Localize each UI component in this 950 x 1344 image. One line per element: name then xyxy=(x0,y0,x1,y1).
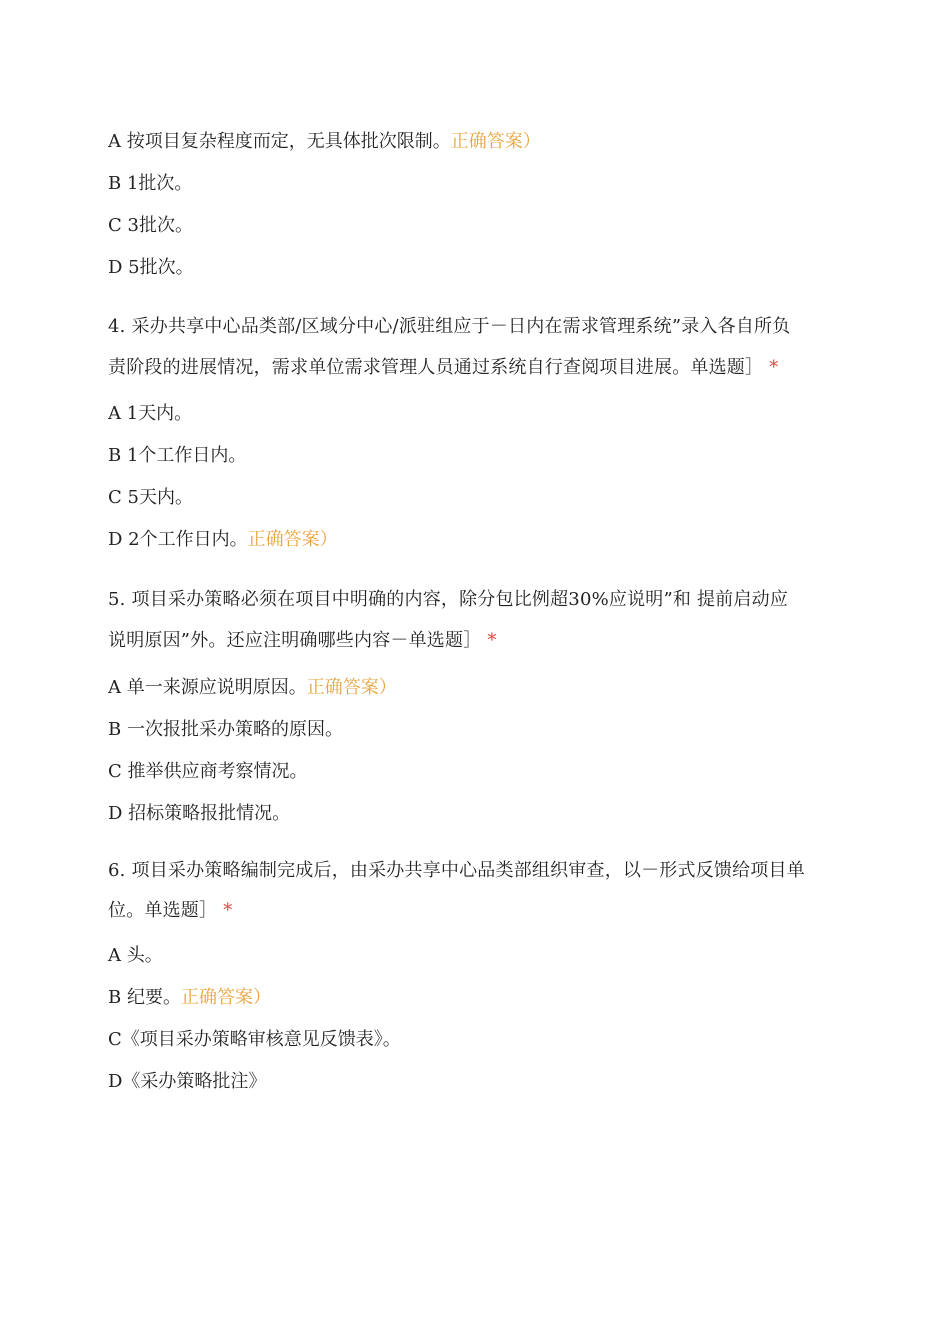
option-b xyxy=(108,985,271,1011)
option-text: D 招标策略报批情况。 xyxy=(108,803,291,824)
option-text: A 按项目复杂程度而定，无具体批次限制。 xyxy=(108,131,451,152)
option-c xyxy=(108,759,308,785)
question-6-text-line-2 xyxy=(108,898,844,924)
question-4-text-line-1: 4. 采办共享中心品类部/区域分中心/派驻组应于－日内在需求管理系统”录入各自所负 xyxy=(108,316,791,337)
option-text: A 头。 xyxy=(108,945,163,966)
correct-answer-mark: 正确答案） xyxy=(450,131,541,152)
question-text: 说明原因”外。还应注明确哪些内容－单选题］ xyxy=(108,630,482,651)
required-star-icon: * xyxy=(487,630,497,651)
option-text: B 1批次。 xyxy=(108,173,193,194)
option-b xyxy=(108,171,192,197)
option-text: B 1个工作日内。 xyxy=(108,445,247,466)
option-text: D 5批次。 xyxy=(108,257,194,278)
question-4-text-line-2 xyxy=(108,355,844,381)
required-star-icon: * xyxy=(223,900,233,921)
option-text: C 5天内。 xyxy=(108,487,193,508)
option-text: D 2个工作日内。 xyxy=(108,529,248,550)
option-text: B 一次报批采办策略的原因。 xyxy=(108,719,343,740)
option-d xyxy=(108,1069,266,1095)
question-6-text-line-1: 6. 项目采办策略编制完成后，由采办共享中心品类部组织审查，以－形式反馈给项目单 xyxy=(108,860,805,881)
option-a xyxy=(108,129,541,155)
option-text: B 纪要。 xyxy=(108,987,181,1008)
option-b xyxy=(108,443,246,469)
question-text: 位。单选题］ xyxy=(108,900,218,921)
required-star-icon: * xyxy=(769,357,779,378)
question-text: 责阶段的进展情况，需求单位需求管理人员通过系统自行查阅项目进展。单选题］ xyxy=(108,357,764,378)
option-text: C 3批次。 xyxy=(108,215,193,236)
option-d xyxy=(108,255,194,281)
option-a xyxy=(108,675,397,701)
option-text: D《采办策略批注》 xyxy=(108,1071,267,1092)
option-c xyxy=(108,1027,401,1053)
option-d xyxy=(108,801,290,827)
option-text: A 1天内。 xyxy=(108,403,193,424)
correct-answer-mark: 正确答案） xyxy=(306,677,397,698)
option-c xyxy=(108,213,193,239)
correct-answer-mark: 正确答案） xyxy=(247,529,338,550)
option-text: A 单一来源应说明原因。 xyxy=(108,677,307,698)
option-a xyxy=(108,401,192,427)
option-c xyxy=(108,485,193,511)
option-a xyxy=(108,943,163,969)
option-text: C 推举供应商考察情况。 xyxy=(108,761,308,782)
question-5-text-line-2 xyxy=(108,628,844,654)
question-5-text-line-1: 5. 项目采办策略必须在项目中明确的内容，除分包比例超30%应说明”和 提前启动应 xyxy=(108,589,789,610)
option-text: C《项目采办策略审核意见反馈表》。 xyxy=(108,1029,401,1050)
correct-answer-mark: 正确答案） xyxy=(180,987,271,1008)
option-b xyxy=(108,717,343,743)
option-d xyxy=(108,527,338,553)
